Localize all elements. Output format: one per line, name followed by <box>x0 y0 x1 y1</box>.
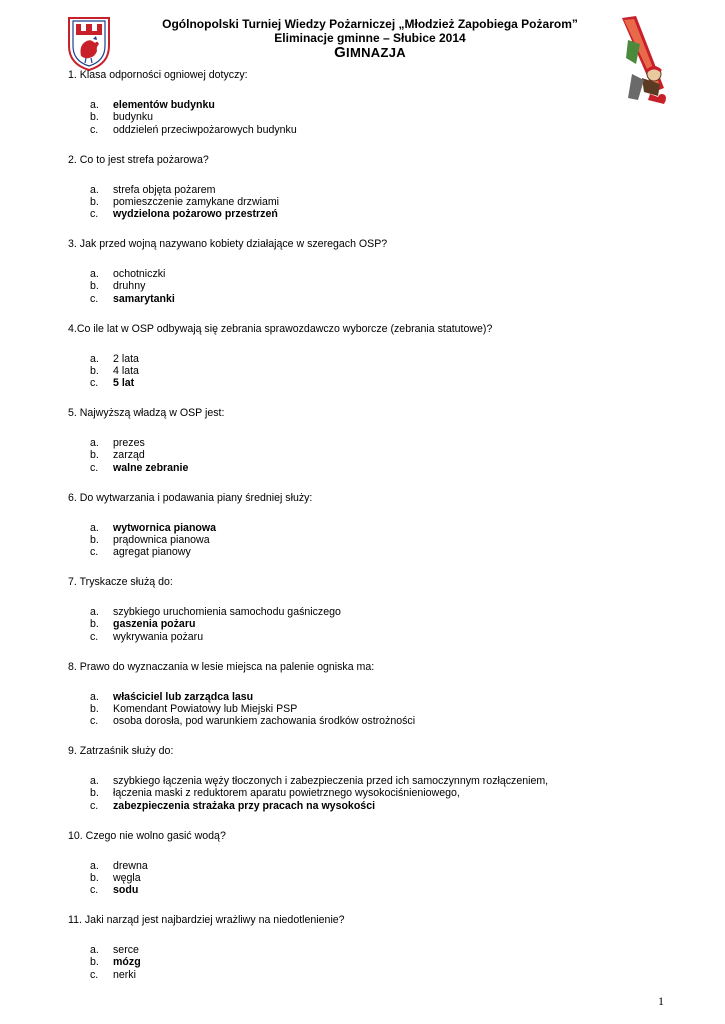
answer-option <box>90 956 345 968</box>
answer-option <box>90 969 345 981</box>
question <box>68 69 297 136</box>
answer-options <box>68 522 312 559</box>
option-letter: c. <box>90 208 99 221</box>
question-prompt: 6. Do wytwarzania i podawania piany średniej służy: <box>68 491 313 504</box>
option-letter: a. <box>90 944 99 956</box>
question <box>68 238 387 305</box>
option-letter: c. <box>90 123 99 136</box>
answer-option <box>90 534 312 546</box>
answer-option <box>90 353 492 365</box>
question-prompt: 8. Prawo do wyznaczania w lesie miejsca na palenie ogniska ma: <box>68 660 375 673</box>
option-text: serce <box>113 944 139 956</box>
option-letter: a. <box>90 775 99 787</box>
option-text: oddzieleń przeciwpożarowych budynku <box>113 123 297 136</box>
option-text: wykrywania pożaru <box>113 630 204 643</box>
question <box>68 830 226 897</box>
header-level <box>120 46 620 60</box>
option-text: 2 lata <box>113 352 139 365</box>
option-text: prądownica pianowa <box>113 533 210 546</box>
option-text: zabezpieczenia strażaka przy pracach na wysokości <box>113 799 376 812</box>
option-letter: b. <box>90 702 99 715</box>
option-text: mózg <box>113 956 141 969</box>
option-letter: a. <box>90 437 99 449</box>
option-text: gaszenia pożaru <box>113 618 196 631</box>
question-prompt: 10. Czego nie wolno gasić wodą? <box>68 829 226 842</box>
question <box>68 661 415 728</box>
option-letter: a. <box>90 521 99 534</box>
option-letter: b. <box>90 956 99 969</box>
answer-options <box>68 691 415 728</box>
question <box>68 154 279 221</box>
option-text: walne zebranie <box>113 461 189 474</box>
answer-option <box>90 365 492 377</box>
option-letter: b. <box>90 111 99 124</box>
answer-option <box>90 124 297 136</box>
answer-options <box>68 944 345 981</box>
question-prompt: 5. Najwyższą władzą w OSP jest: <box>68 407 225 419</box>
option-letter: b. <box>90 787 99 800</box>
question-prompt: 1. Klasa odporności ogniowej dotyczy: <box>68 69 248 81</box>
answer-option <box>90 462 224 474</box>
option-text: szybkiego łączenia węży tłoczonych i zabezpieczenia przed ich samoczynnym rozłączeniem, <box>113 775 549 787</box>
option-text: 4 lata <box>113 364 139 377</box>
option-letter: c. <box>90 377 99 390</box>
answer-option <box>90 208 279 220</box>
option-letter: a. <box>90 690 99 703</box>
option-letter: c. <box>90 715 99 728</box>
header-level-rest: IMNAZJA <box>346 45 406 60</box>
question-prompt: 4.Co ile lat w OSP odbywają się zebrania sprawozdawczo wyborcze (zebrania statutowe)? <box>68 322 493 335</box>
option-letter: c. <box>90 630 99 643</box>
answer-option <box>90 618 341 630</box>
option-text: właściciel lub zarządca lasu <box>113 690 254 703</box>
option-text: wydzielona pożarowo przestrzeń <box>113 208 278 221</box>
answer-option <box>90 800 548 812</box>
answer-options <box>68 268 387 305</box>
answer-options <box>68 353 492 390</box>
answer-option <box>90 631 341 643</box>
answer-option <box>90 522 312 534</box>
option-text: strefa objęta pożarem <box>113 183 216 196</box>
question <box>68 407 224 474</box>
option-text: samarytanki <box>113 292 175 305</box>
answer-options <box>68 184 279 221</box>
answer-option <box>90 606 341 618</box>
answer-option <box>90 860 226 872</box>
option-letter: b. <box>90 533 99 546</box>
option-text: nerki <box>113 968 136 981</box>
answer-option <box>90 449 224 461</box>
answer-option <box>90 546 312 558</box>
option-text: agregat pianowy <box>113 546 191 559</box>
question <box>68 576 341 643</box>
question <box>68 914 345 981</box>
question-prompt: 3. Jak przed wojną nazywano kobiety działające w szeregach OSP? <box>68 238 388 250</box>
option-letter: b. <box>90 364 99 377</box>
answer-option <box>90 691 415 703</box>
answer-option <box>90 196 279 208</box>
answer-option <box>90 437 224 449</box>
option-text: elementów budynku <box>113 99 215 111</box>
option-letter: c. <box>90 968 99 981</box>
option-text: wytwornica pianowa <box>113 521 217 534</box>
answer-option <box>90 293 387 305</box>
option-letter: a. <box>90 268 99 280</box>
option-letter: c. <box>90 884 99 897</box>
option-letter: b. <box>90 871 99 884</box>
option-letter: a. <box>90 606 99 618</box>
option-text: zarząd <box>113 449 145 462</box>
option-text: pomieszczenie zamykane drzwiami <box>113 195 280 208</box>
question-prompt: 2. Co to jest strefa pożarowa? <box>68 153 209 166</box>
option-letter: c. <box>90 461 99 474</box>
option-text: osoba dorosła, pod warunkiem zachowania środków ostrożności <box>113 715 416 728</box>
answer-option <box>90 884 226 896</box>
option-letter: b. <box>90 280 99 293</box>
answer-option <box>90 944 345 956</box>
answer-option <box>90 280 387 292</box>
question-prompt: 9. Zatrzaśnik służy do: <box>68 745 174 757</box>
header-level-initial: G <box>334 44 347 61</box>
answer-option <box>90 775 548 787</box>
option-text: szybkiego uruchomienia samochodu gaśniczego <box>113 606 341 618</box>
option-text: 5 lat <box>113 377 135 390</box>
header-subtitle: Eliminacje gminne – Słubice 2014 <box>274 31 466 45</box>
answer-option <box>90 872 226 884</box>
option-letter: a. <box>90 183 99 196</box>
option-text: druhny <box>113 280 146 293</box>
option-text: Komendant Powiatowy lub Miejski PSP <box>113 702 298 715</box>
firefighter-icon <box>614 14 672 106</box>
page-number: 1 <box>658 994 664 1008</box>
answer-option <box>90 787 548 799</box>
option-letter: a. <box>90 99 99 111</box>
option-letter: a. <box>90 352 99 365</box>
question-prompt: 7. Tryskacze służą do: <box>68 576 173 588</box>
answer-option <box>90 184 279 196</box>
answer-option <box>90 715 415 727</box>
document-header <box>120 17 620 60</box>
option-letter: b. <box>90 195 99 208</box>
option-text: drewna <box>113 859 148 872</box>
option-letter: c. <box>90 799 99 812</box>
option-text: łączenia maski z reduktorem aparatu powietrznego wysokociśnieniowego, <box>113 787 460 800</box>
option-text: budynku <box>113 111 154 124</box>
answer-options <box>68 775 548 812</box>
answer-options <box>68 99 297 136</box>
question <box>68 745 548 812</box>
question <box>68 323 492 390</box>
question-prompt: 11. Jaki narząd jest najbardziej wrażliwy na niedotlenienie? <box>68 914 345 926</box>
coat-of-arms-icon <box>66 16 112 72</box>
answer-option <box>90 268 387 280</box>
option-letter: b. <box>90 618 99 631</box>
option-letter: c. <box>90 292 99 305</box>
option-letter: b. <box>90 449 99 462</box>
answer-options <box>68 860 226 897</box>
answer-option <box>90 377 492 389</box>
answer-options <box>68 606 341 643</box>
answer-option <box>90 111 297 123</box>
answer-option <box>90 703 415 715</box>
question <box>68 492 312 559</box>
header-title: Ogólnopolski Turniej Wiedzy Pożarniczej „Młodzież Zapobiega Pożarom” <box>162 17 578 31</box>
option-letter: a. <box>90 859 99 872</box>
answer-options <box>68 437 224 474</box>
option-text: ochotniczki <box>113 268 166 280</box>
option-text: węgla <box>113 871 141 884</box>
option-text: prezes <box>113 437 145 449</box>
option-letter: c. <box>90 546 99 559</box>
option-text: sodu <box>113 884 139 897</box>
answer-option <box>90 99 297 111</box>
